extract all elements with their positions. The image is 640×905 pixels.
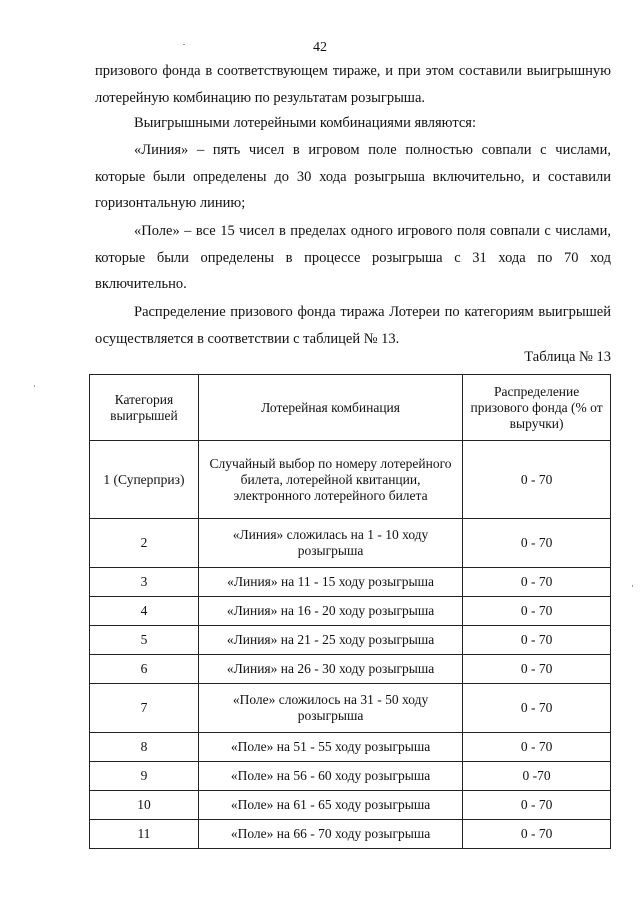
- cell-combination: «Поле» на 61 - 65 ходу розыгрыша: [198, 791, 462, 820]
- cell-combination: «Поле» сложилось на 31 - 50 ходу розыгрыша: [198, 684, 462, 733]
- cell-combination: «Поле» на 66 - 70 ходу розыгрыша: [198, 820, 462, 849]
- table-row: [90, 733, 611, 762]
- cell-distribution: 0 - 70: [463, 626, 611, 655]
- paragraph-winning-combinations-intro: [95, 110, 611, 137]
- cell-category: 11: [90, 820, 199, 849]
- cell-category: 8: [90, 733, 199, 762]
- table-row: [90, 791, 611, 820]
- cell-combination: «Линия» на 21 - 25 ходу розыгрыша: [198, 626, 462, 655]
- paragraph-prize-distribution: [95, 299, 611, 352]
- cell-distribution: 0 - 70: [463, 733, 611, 762]
- cell-distribution: 0 - 70: [463, 519, 611, 568]
- cell-distribution: 0 - 70: [463, 791, 611, 820]
- cell-combination: «Линия» на 11 - 15 ходу розыгрыша: [198, 568, 462, 597]
- table-row: [90, 820, 611, 849]
- cell-category: 6: [90, 655, 199, 684]
- paragraph-text: Распределение призового фонда тиража Лотереи по категориям выигрышей осуществляется в соответствии с таблицей № 13.: [95, 304, 611, 347]
- table-row: [90, 597, 611, 626]
- cell-distribution: 0 - 70: [463, 820, 611, 849]
- paragraph-continuation: [95, 58, 611, 111]
- paragraph-text: «Поле» – все 15 чисел в пределах одного игрового поля совпали с числами, которые были определены в процессе розыгрыша с 31 хода по 70 ход включительно.: [95, 223, 611, 292]
- table-row: [90, 441, 611, 519]
- cell-category: 3: [90, 568, 199, 597]
- table-header-row: [90, 375, 611, 441]
- table-row: [90, 684, 611, 733]
- table-caption: Таблица № 13: [524, 349, 611, 365]
- table-row: [90, 762, 611, 791]
- scan-speck: [34, 385, 35, 387]
- header-combination: Лотерейная комбинация: [198, 375, 462, 441]
- scan-speck: [632, 585, 633, 587]
- table-row: [90, 655, 611, 684]
- cell-category: 5: [90, 626, 199, 655]
- cell-category: 9: [90, 762, 199, 791]
- cell-category: 1 (Суперприз): [90, 441, 199, 519]
- header-category: Категория выигрышей: [90, 375, 199, 441]
- cell-category: 10: [90, 791, 199, 820]
- paragraph-text: «Линия» – пять чисел в игровом поле полностью совпали с числами, которые были определены до 30 хода розыгрыша включительно, и составили горизонтальную линию;: [95, 142, 611, 211]
- paragraph-text: Выигрышными лотерейными комбинациями являются:: [134, 115, 476, 131]
- header-distribution: Распределение призового фонда (% от выручки): [463, 375, 611, 441]
- prize-distribution-table: [89, 374, 611, 849]
- cell-combination: «Линия» сложилась на 1 - 10 ходу розыгрыша: [198, 519, 462, 568]
- paragraph-field-definition: [95, 218, 611, 298]
- table-row: [90, 568, 611, 597]
- cell-category: 7: [90, 684, 199, 733]
- table-row: [90, 519, 611, 568]
- cell-distribution: 0 - 70: [463, 568, 611, 597]
- page-number: 42: [313, 40, 327, 55]
- scan-speck: [183, 44, 185, 45]
- cell-combination: «Поле» на 56 - 60 ходу розыгрыша: [198, 762, 462, 791]
- paragraph-text: призового фонда в соответствующем тираже, и при этом составили выигрышную лотерейную комбинацию по результатам розыгрыша.: [95, 63, 611, 106]
- paragraph-line-definition: [95, 137, 611, 217]
- cell-distribution: 0 - 70: [463, 441, 611, 519]
- cell-combination: «Линия» на 16 - 20 ходу розыгрыша: [198, 597, 462, 626]
- cell-distribution: 0 - 70: [463, 655, 611, 684]
- cell-combination: «Поле» на 51 - 55 ходу розыгрыша: [198, 733, 462, 762]
- table-row: [90, 626, 611, 655]
- cell-combination: «Линия» на 26 - 30 ходу розыгрыша: [198, 655, 462, 684]
- cell-distribution: 0 - 70: [463, 597, 611, 626]
- cell-distribution: 0 - 70: [463, 684, 611, 733]
- cell-combination: Случайный выбор по номеру лотерейного билета, лотерейной квитанции, электронного лотерейного билета: [198, 441, 462, 519]
- cell-category: 4: [90, 597, 199, 626]
- cell-category: 2: [90, 519, 199, 568]
- cell-distribution: 0 -70: [463, 762, 611, 791]
